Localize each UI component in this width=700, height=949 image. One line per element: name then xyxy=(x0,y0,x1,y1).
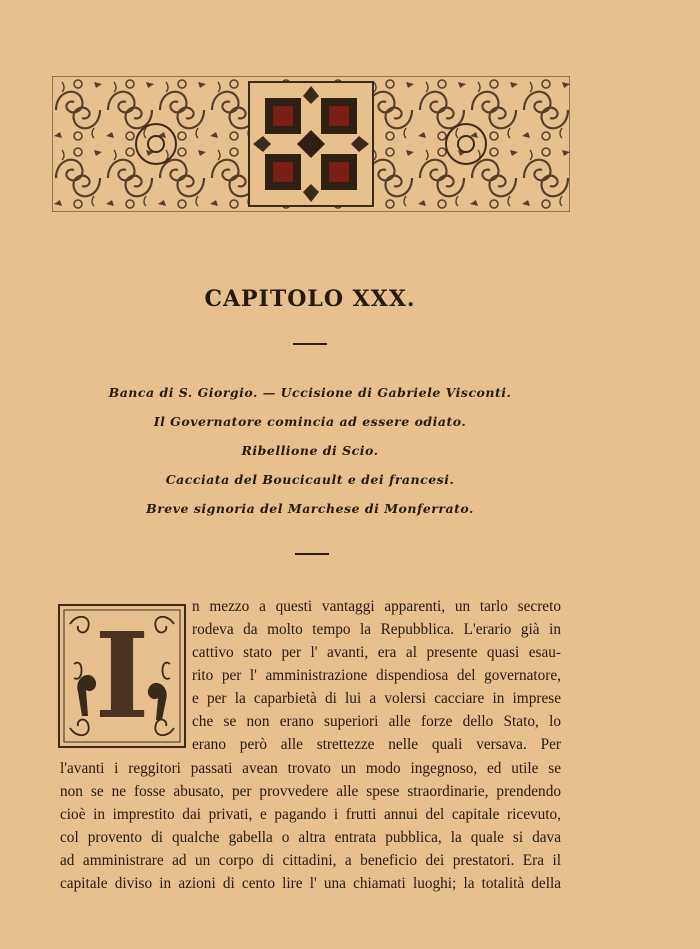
dropcap xyxy=(58,604,186,748)
text-line: e per la caparbietà di lui a volersi cacciare in imprese xyxy=(192,690,561,707)
text-line: capitale diviso in azioni di cento lire l' una chiamati luoghi; la totalità della xyxy=(60,875,561,892)
chapter-title: CAPITOLO XXX. xyxy=(204,286,416,312)
summary-line: Cacciata del Boucicault e dei francesi. xyxy=(165,472,455,487)
title-divider xyxy=(293,343,327,345)
header-ornament xyxy=(52,76,570,212)
summary-line: Banca di S. Giorgio. — Uccisione di Gabriele Visconti. xyxy=(108,385,512,400)
text-line: non se ne fosse abusato, per provvedere alle spese straordinarie, prendendo xyxy=(60,783,561,800)
text-line: n mezzo a questi vantaggi apparenti, un tarlo secreto xyxy=(192,598,561,615)
summary-line: Breve signoria del Marchese di Monferrato. xyxy=(146,501,474,516)
text-line: che se non erano superiori alle forze dello Stato, lo xyxy=(192,713,561,730)
dropcap-letter: I xyxy=(94,606,150,745)
summary-line: Il Governatore comincia ad essere odiato. xyxy=(153,414,467,429)
summary-divider xyxy=(295,553,329,555)
text-line: cioè in imprestito dai privati, e pagando i frutti annui del capitale ricevuto, xyxy=(60,806,561,823)
text-line: rito per l' amministrazione dispendiosa del governatore, xyxy=(192,667,561,684)
text-line: l'avanti i reggitori passati avean trovato un modo ingegnoso, ed utile se xyxy=(60,760,561,777)
text-line: erano però alle strettezze nelle quali versava. Per xyxy=(192,736,561,753)
text-line: col provento di qualche gabella o altra entrata pubblica, la quale si dava xyxy=(60,829,561,846)
ornament-vine-icon xyxy=(52,76,570,212)
text-line: ad amministrare ad un corpo di cittadini, a beneficio dei prestatori. Era il xyxy=(60,852,561,869)
summary-line: Ribellione di Scio. xyxy=(241,443,379,458)
chapter-summary xyxy=(70,378,550,523)
text-line: rodeva da molto tempo la Repubblica. L'erario già in xyxy=(192,621,561,638)
text-line: cattivo stato per l' avanti, era al presente quasi esau- xyxy=(192,644,561,661)
